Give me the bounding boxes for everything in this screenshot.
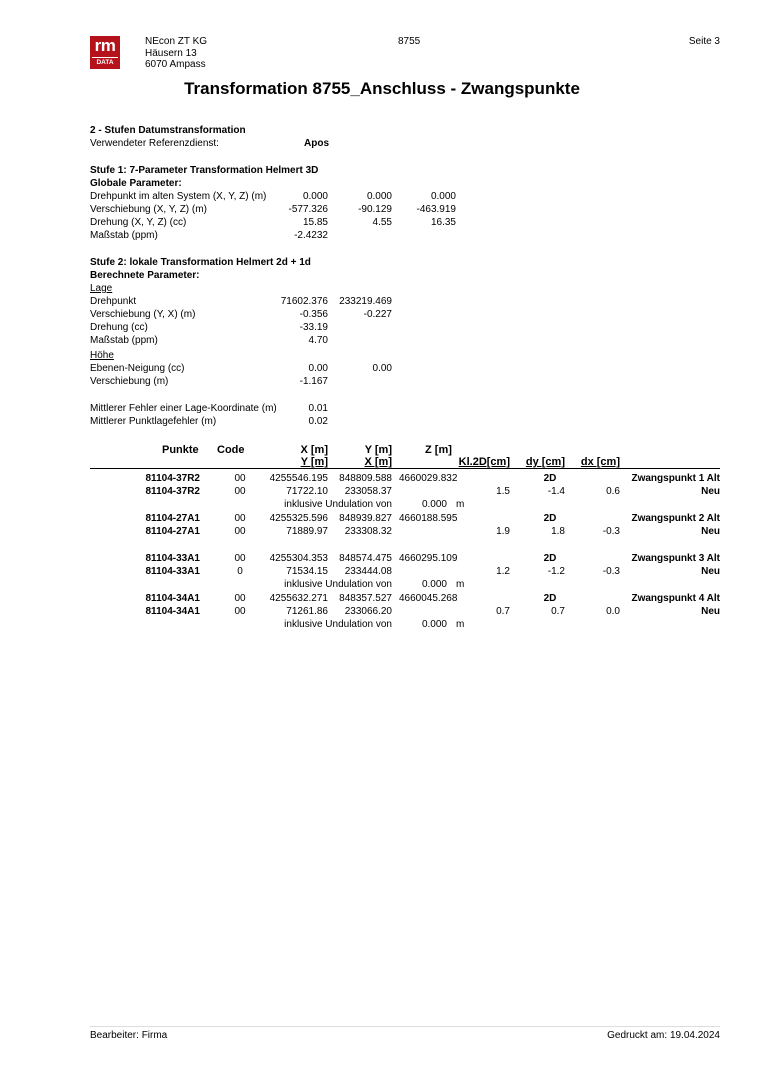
point-code: 00 [234, 473, 246, 484]
point-role-label: Neu [701, 486, 720, 497]
undulation-label: inklusive Undulation von [284, 579, 392, 590]
column-header-z: Z [m] [425, 444, 452, 456]
point-role-label: Zwangspunkt 4 Alt [631, 593, 720, 604]
param-label: Verschiebung (Y, X) (m) [90, 309, 196, 320]
coord-x: 4255632.271 [269, 593, 328, 604]
company-address [145, 36, 207, 71]
logo-top-text: rm [94, 36, 116, 55]
stage2-heading: Stufe 2: lokale Transformation Helmert 2d + 1d [90, 257, 311, 268]
undulation-unit: m [456, 619, 465, 630]
param-label: Mittlerer Punktlagefehler (m) [90, 416, 217, 427]
param-value: 0.00 [308, 363, 328, 374]
point-code: 00 [234, 606, 246, 617]
point-role-label: Neu [701, 606, 720, 617]
reference-service-label: Verwendeter Referenzdienst: [90, 138, 219, 149]
point-role-label: Zwangspunkt 3 Alt [631, 553, 720, 564]
rm-data-logo [90, 36, 120, 69]
param-label: Maßstab (ppm) [90, 335, 158, 346]
dimension-flag: 2D [543, 513, 557, 524]
point-id: 81104-37R2 [145, 473, 200, 484]
param-label: Drehpunkt im alten System (X, Y, Z) (m) [90, 191, 267, 202]
company-street: Häusern 13 [145, 47, 197, 59]
lage-section-label: Lage [90, 283, 113, 294]
param-label: Drehung (X, Y, Z) (cc) [90, 217, 187, 228]
dx-value: 0.6 [606, 486, 620, 497]
column-header-punkte: Punkte [162, 444, 199, 456]
coord-x: 71534.15 [286, 566, 328, 577]
stage1-subheading: Globale Parameter: [90, 178, 182, 189]
point-code: 0 [237, 566, 243, 577]
param-value: 233219.469 [339, 296, 392, 307]
point-role-label: Zwangspunkt 1 Alt [631, 473, 720, 484]
point-id: 81104-34A1 [145, 593, 200, 604]
dx-value: 0.0 [606, 606, 620, 617]
dimension-flag: 2D [543, 593, 557, 604]
kl2d-value: 0.7 [496, 606, 510, 617]
coord-y: 848574.475 [339, 553, 392, 564]
param-value: 15.85 [302, 217, 328, 228]
param-value: 0.000 [430, 191, 456, 202]
stage2-subheading: Berechnete Parameter: [90, 270, 200, 281]
param-label: Drehpunkt [90, 296, 137, 307]
point-id: 81104-27A1 [145, 513, 200, 524]
param-label: Maßstab (ppm) [90, 230, 158, 241]
param-value: 0.00 [372, 363, 392, 374]
kl2d-value: 1.5 [496, 486, 510, 497]
point-code: 00 [234, 526, 246, 537]
column-header-code: Code [217, 444, 245, 456]
page-number: Seite 3 [688, 36, 720, 47]
coord-z: 4660029.832 [399, 473, 458, 484]
hoehe-section-label: Höhe [90, 350, 114, 361]
param-label: Verschiebung (m) [90, 376, 169, 387]
kl2d-value: 1.2 [496, 566, 510, 577]
coord-y: 848357.527 [339, 593, 392, 604]
param-value: 0.000 [302, 191, 328, 202]
coord-y: 848939.827 [339, 513, 392, 524]
param-value: 0.01 [308, 403, 328, 414]
coord-y: 233444.08 [344, 566, 392, 577]
coord-y: 848809.588 [339, 473, 392, 484]
undulation-unit: m [456, 499, 465, 510]
point-role-label: Neu [701, 566, 720, 577]
coord-x: 71889.97 [286, 526, 328, 537]
point-role-label: Zwangspunkt 2 Alt [631, 513, 720, 524]
dy-value: -1.4 [547, 486, 565, 497]
document-number: 8755 [398, 36, 421, 47]
undulation-value: 0.000 [421, 619, 447, 630]
column-header-x: X [m] [300, 444, 328, 456]
company-city: 6070 Ampass [145, 59, 206, 70]
coord-x: 4255325.596 [269, 513, 328, 524]
undulation-value: 0.000 [421, 499, 447, 510]
column-header-y-alt: X [m] [364, 456, 392, 468]
coord-y: 233058.37 [344, 486, 392, 497]
point-code: 00 [234, 593, 246, 604]
point-role-label: Neu [701, 526, 720, 537]
param-label: Verschiebung (X, Y, Z) (m) [90, 204, 207, 215]
param-value: 0.02 [308, 416, 328, 427]
dx-value: -0.3 [602, 566, 620, 577]
undulation-label: inklusive Undulation von [284, 499, 392, 510]
dimension-flag: 2D [543, 473, 557, 484]
column-header-dx: dx [cm] [580, 456, 620, 468]
footer-print-date: Gedruckt am: 19.04.2024 [607, 1030, 720, 1041]
param-label: Drehung (cc) [90, 322, 148, 333]
param-value: -0.356 [299, 309, 328, 320]
stage1-heading: Stufe 1: 7-Parameter Transformation Helmert 3D [90, 165, 319, 176]
point-code: 00 [234, 486, 246, 497]
param-value: -463.919 [416, 204, 456, 215]
column-header-kl2d: Kl.2D[cm] [458, 456, 510, 468]
param-value: 0.000 [366, 191, 392, 202]
point-code: 00 [234, 513, 246, 524]
table-header-rule [90, 468, 720, 469]
param-value: -1.167 [299, 376, 328, 387]
param-value: -90.129 [358, 204, 392, 215]
coord-z: 4660045.268 [399, 593, 458, 604]
point-id: 81104-37R2 [145, 486, 200, 497]
param-value: 16.35 [430, 217, 456, 228]
param-label: Mittlerer Fehler einer Lage-Koordinate (m) [90, 403, 277, 414]
undulation-value: 0.000 [421, 579, 447, 590]
param-value: -2.4232 [294, 230, 328, 241]
param-label: Ebenen-Neigung (cc) [90, 363, 185, 374]
param-value: 4.70 [308, 335, 328, 346]
point-id: 81104-33A1 [145, 553, 200, 564]
coord-x: 4255546.195 [269, 473, 328, 484]
param-value: 71602.376 [280, 296, 328, 307]
coord-x: 71261.86 [286, 606, 328, 617]
undulation-unit: m [456, 579, 465, 590]
reference-service-value: Apos [304, 138, 329, 149]
column-header-dy: dy [cm] [525, 456, 565, 468]
coord-x: 71722.10 [286, 486, 328, 497]
coord-z: 4660188.595 [399, 513, 458, 524]
dy-value: -1.2 [547, 566, 565, 577]
param-value: -33.19 [299, 322, 328, 333]
company-name: NEcon ZT KG [145, 36, 208, 47]
coord-y: 233308.32 [344, 526, 392, 537]
point-id: 81104-27A1 [145, 526, 200, 537]
coord-z: 4660295.109 [399, 553, 458, 564]
point-id: 81104-34A1 [145, 606, 200, 617]
datum-transformation-heading: 2 - Stufen Datumstransformation [90, 125, 246, 136]
kl2d-value: 1.9 [496, 526, 510, 537]
undulation-label: inklusive Undulation von [284, 619, 392, 630]
param-value: -577.326 [288, 204, 328, 215]
coord-y: 233066.20 [344, 606, 392, 617]
dy-value: 0.7 [551, 606, 565, 617]
column-header-y: Y [m] [364, 444, 392, 456]
page-title: Transformation 8755_Anschluss - Zwangspunkte [184, 79, 580, 98]
logo-bottom-text: DATA [92, 57, 118, 68]
param-value: -0.227 [363, 309, 392, 320]
dimension-flag: 2D [543, 553, 557, 564]
footer-editor: Bearbeiter: Firma [90, 1030, 168, 1041]
coord-x: 4255304.353 [269, 553, 328, 564]
point-code: 00 [234, 553, 246, 564]
footer-rule [90, 1026, 720, 1027]
point-id: 81104-33A1 [145, 566, 200, 577]
dx-value: -0.3 [602, 526, 620, 537]
param-value: 4.55 [372, 217, 392, 228]
column-header-x-alt: Y [m] [300, 456, 328, 468]
dy-value: 1.8 [551, 526, 565, 537]
